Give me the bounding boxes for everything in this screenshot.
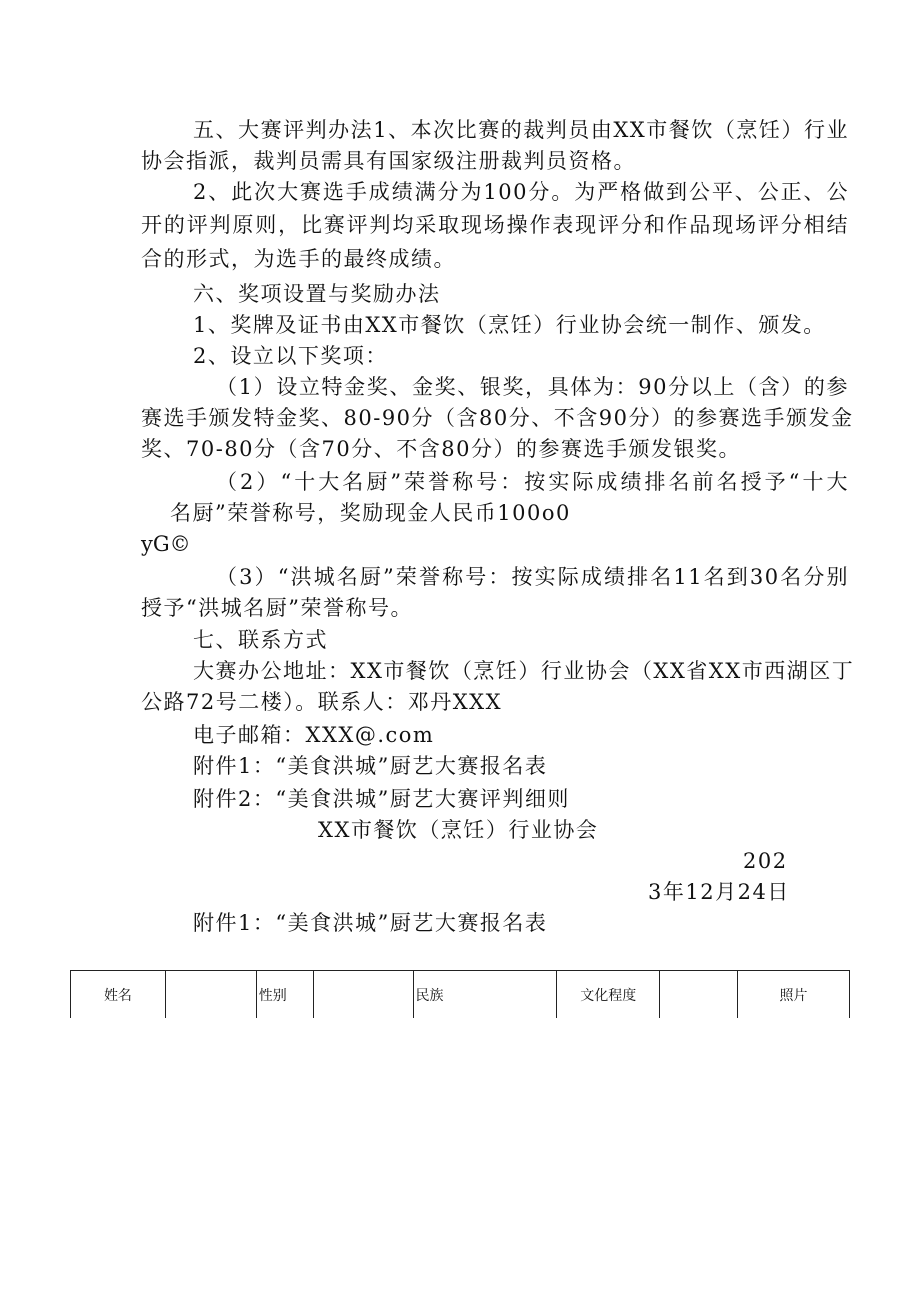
paragraph-line: （2）“十大名厨”荣誉称号：按实际成绩排名前名授予“十大	[216, 470, 849, 494]
paragraph-line: 2、设立以下奖项：	[193, 344, 388, 368]
paragraph-line: 1、奖牌及证书由XX市餐饮（烹饪）行业协会统一制作、颁发。	[193, 313, 826, 337]
gender-label: 性别	[256, 971, 313, 1019]
paragraph-line: 大赛办公地址：XX市餐饮（烹饪）行业协会（XX省XX市西湖区丁	[193, 659, 855, 683]
name-cell[interactable]	[165, 971, 256, 1019]
paragraph-line: 公路72号二楼）。联系人：邓丹XXX	[141, 690, 503, 714]
paragraph-line: 协会指派，裁判员需具有国家级注册裁判员资格。	[141, 149, 636, 173]
paragraph-line: yG©	[141, 532, 191, 556]
paragraph-line: 五、大赛评判办法1、本次比赛的裁判员由XX市餐饮（烹饪）行业	[193, 118, 849, 142]
date-part-2: 3年12月24日	[648, 880, 790, 904]
photo-label: 照片	[738, 971, 850, 1019]
signature-org: XX市餐饮（烹饪）行业协会	[318, 818, 599, 842]
education-cell[interactable]	[660, 971, 738, 1019]
attachment-line: 附件1：“美食洪城”厨艺大赛报名表	[193, 754, 548, 778]
email-line: 电子邮箱：XXX@.com	[193, 723, 435, 747]
paragraph-line: 授予“洪城名厨”荣誉称号。	[141, 596, 413, 620]
attachment-line: 附件2：“美食洪城”厨艺大赛评判细则	[193, 787, 570, 811]
date-part-1: 202	[743, 849, 788, 873]
ethnicity-label: 民族	[413, 971, 557, 1019]
paragraph-line: 开的评判原则，比赛评判均采取现场操作表现评分和作品现场评分相结	[141, 213, 849, 237]
section-heading: 七、联系方式	[193, 628, 328, 652]
education-label: 文化程度	[557, 971, 660, 1019]
gender-cell[interactable]	[313, 971, 413, 1019]
paragraph-line: （3）“洪城名厨”荣誉称号：按实际成绩排名11名到30名分别	[216, 565, 849, 589]
paragraph-line: （1）设立特金奖、金奖、银奖，具体为：90分以上（含）的参	[216, 375, 849, 399]
attachment-heading: 附件1：“美食洪城”厨艺大赛报名表	[193, 911, 548, 935]
paragraph-line: 2、此次大赛选手成绩满分为100分。为严格做到公平、公正、公	[193, 180, 849, 204]
paragraph-line: 合的形式，为选手的最终成绩。	[141, 247, 456, 271]
paragraph-line: 名厨”荣誉称号，奖励现金人民币100o0	[170, 501, 571, 525]
registration-form-table	[70, 970, 850, 1018]
table-row	[71, 971, 850, 1019]
name-label: 姓名	[71, 971, 166, 1019]
paragraph-line: 赛选手颁发特金奖、80-90分（含80分、不含90分）的参赛选手颁发金	[141, 406, 854, 430]
section-heading: 六、奖项设置与奖励办法	[193, 282, 441, 306]
paragraph-line: 奖、70-80分（含70分、不含80分）的参赛选手颁发银奖。	[141, 437, 741, 461]
